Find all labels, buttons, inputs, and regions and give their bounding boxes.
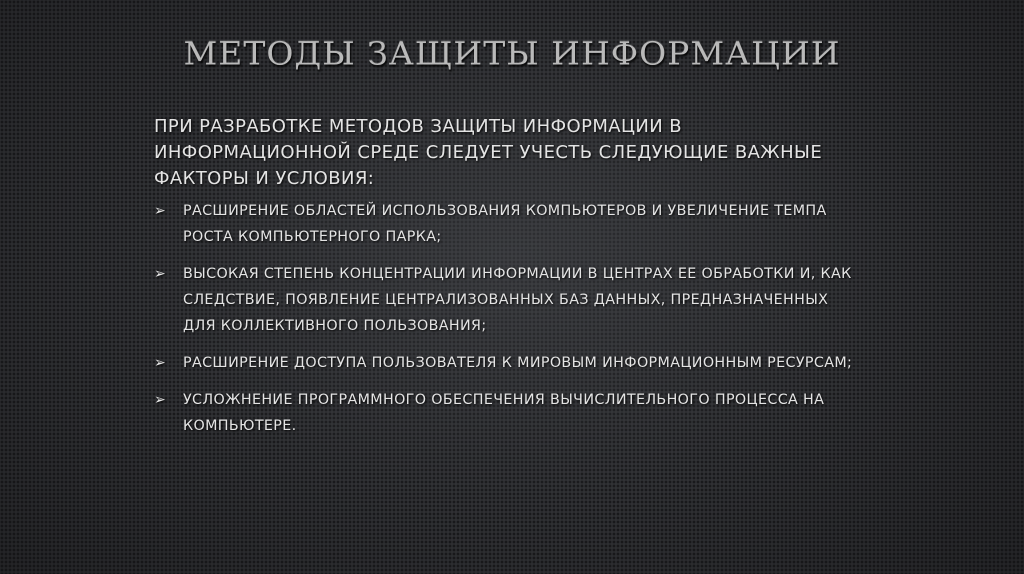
- arrow-bullet-icon: ➢: [154, 355, 167, 371]
- bullet-item: [154, 261, 854, 339]
- slide-content: [154, 114, 854, 450]
- bullet-item-text: ВЫСОКАЯ СТЕПЕНЬ КОНЦЕНТРАЦИИ ИНФОРМАЦИИ В ЦЕНТРАХ ЕЕ ОБРАБОТКИ И, КАК СЛЕДСТВИЕ, ПОЯВЛЕНИЕ ЦЕНТРАЛИЗОВАННЫХ БАЗ ДАННЫХ, ПРЕДНАЗНАЧЕННЫХ ДЛЯ КОЛЛЕКТИВНОГО ПОЛЬЗОВАНИЯ;: [183, 266, 852, 334]
- bullet-item: [154, 198, 854, 250]
- bullet-item-text: РАСШИРЕНИЕ ДОСТУПА ПОЛЬЗОВАТЕЛЯ К МИРОВЫМ ИНФОРМАЦИОННЫМ РЕСУРСАМ;: [183, 355, 853, 371]
- bullet-item-text: УСЛОЖНЕНИЕ ПРОГРАММНОГО ОБЕСПЕЧЕНИЯ ВЫЧИСЛИТЕЛЬНОГО ПРОЦЕССА НА КОМПЬЮТЕРЕ.: [183, 392, 825, 434]
- slide-title: МЕТОДЫ ЗАЩИТЫ ИНФОРМАЦИИ: [183, 34, 841, 73]
- bullet-item: [154, 387, 854, 439]
- arrow-bullet-icon: ➢: [154, 266, 167, 282]
- arrow-bullet-icon: ➢: [154, 203, 167, 219]
- arrow-bullet-icon: ➢: [154, 392, 167, 408]
- bullet-item: [154, 350, 854, 376]
- bullet-item-text: РАСШИРЕНИЕ ОБЛАСТЕЙ ИСПОЛЬЗОВАНИЯ КОМПЬЮТЕРОВ И УВЕЛИЧЕНИЕ ТЕМПА РОСТА КОМПЬЮТЕРНОГО ПАРКА;: [183, 203, 827, 245]
- intro-text: ПРИ РАЗРАБОТКЕ МЕТОДОВ ЗАЩИТЫ ИНФОРМАЦИИ В ИНФОРМАЦИОННОЙ СРЕДЕ СЛЕДУЕТ УЧЕСТЬ СЛЕДУЮЩИЕ ВАЖНЫЕ ФАКТОРЫ И УСЛОВИЯ:: [154, 116, 823, 189]
